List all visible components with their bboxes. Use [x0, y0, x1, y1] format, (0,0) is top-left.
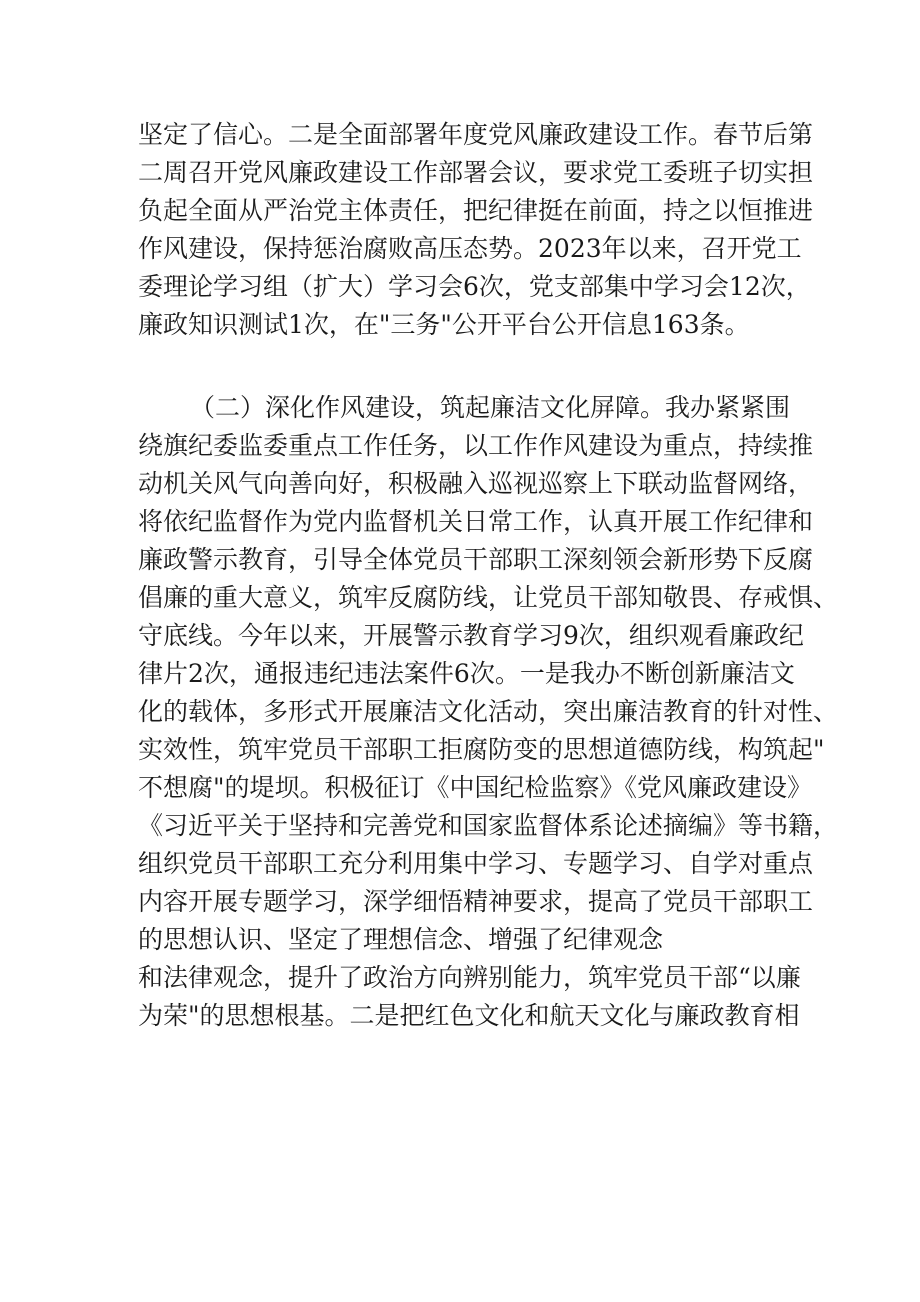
text-line: 为荣"的思想根基。二是把红色文化和航天文化与廉政教育相	[138, 1001, 800, 1030]
text-line: 负起全面从严治党主体责任，把纪律挺在前面，持之以恒推进	[138, 196, 814, 225]
paragraph-2	[138, 389, 839, 1035]
text-line: 实效性，筑牢党员干部职工拒腐防变的思想道德防线，构筑起"	[138, 735, 825, 764]
text-line: 律片2次，通报违纪违法案件6次。一是我办不断创新廉洁文	[138, 659, 795, 688]
paragraph-1	[138, 116, 814, 344]
text-line: 坚定了信心。二是全面部署年度党风廉政建设工作。春节后第	[138, 120, 814, 149]
text-line: 守底线。今年以来，开展警示教育学习9次，组织观看廉政纪	[138, 621, 804, 650]
text-line: 动机关风气向善向好，积极融入巡视巡察上下联动监督网络，	[138, 469, 814, 498]
text-line: 廉政知识测试1次，在"三务"公开平台公开信息163条。	[138, 310, 750, 339]
text-line: 和法律观念，提升了政治方向辨别能力，筑牢党员干部“以廉	[138, 963, 801, 992]
text-line: 不想腐"的堤坝。积极征订《中国纪检监察》《党风廉政建设》	[138, 773, 813, 802]
text-line: 作风建设，保持惩治腐败高压态势。2023年以来，召开党工	[138, 234, 802, 263]
text-line: 内容开展专题学习，深学细悟精神要求，提高了党员干部职工	[138, 887, 814, 916]
text-line: 的思想认识、坚定了理想信念、增强了纪律观念	[138, 925, 664, 954]
text-line: 廉政警示教育，引导全体党员干部职工深刻领会新形势下反腐	[138, 545, 814, 574]
text-line: 组织党员干部职工充分利用集中学习、专题学习、自学对重点	[138, 849, 814, 878]
text-line: 二周召开党风廉政建设工作部署会议，要求党工委班子切实担	[138, 158, 814, 187]
section-heading-line: （二）深化作风建设，筑起廉洁文化屏障。我办紧紧围	[190, 393, 791, 422]
text-line: 《习近平关于坚持和完善党和国家监督体系论述摘编》等书籍，	[138, 811, 839, 840]
text-line: 将依纪监督作为党内监督机关日常工作，认真开展工作纪律和	[138, 507, 814, 536]
text-line: 绕旗纪委监委重点工作任务，以工作作风建设为重点，持续推	[138, 431, 814, 460]
text-line: 委理论学习组（扩大）学习会6次，党支部集中学习会12次，	[138, 272, 811, 301]
text-line: 化的载体，多形式开展廉洁文化活动，突出廉洁教育的针对性、	[138, 697, 839, 726]
text-line: 倡廉的重大意义，筑牢反腐防线，让党员干部知敬畏、存戒惧、	[138, 583, 839, 612]
